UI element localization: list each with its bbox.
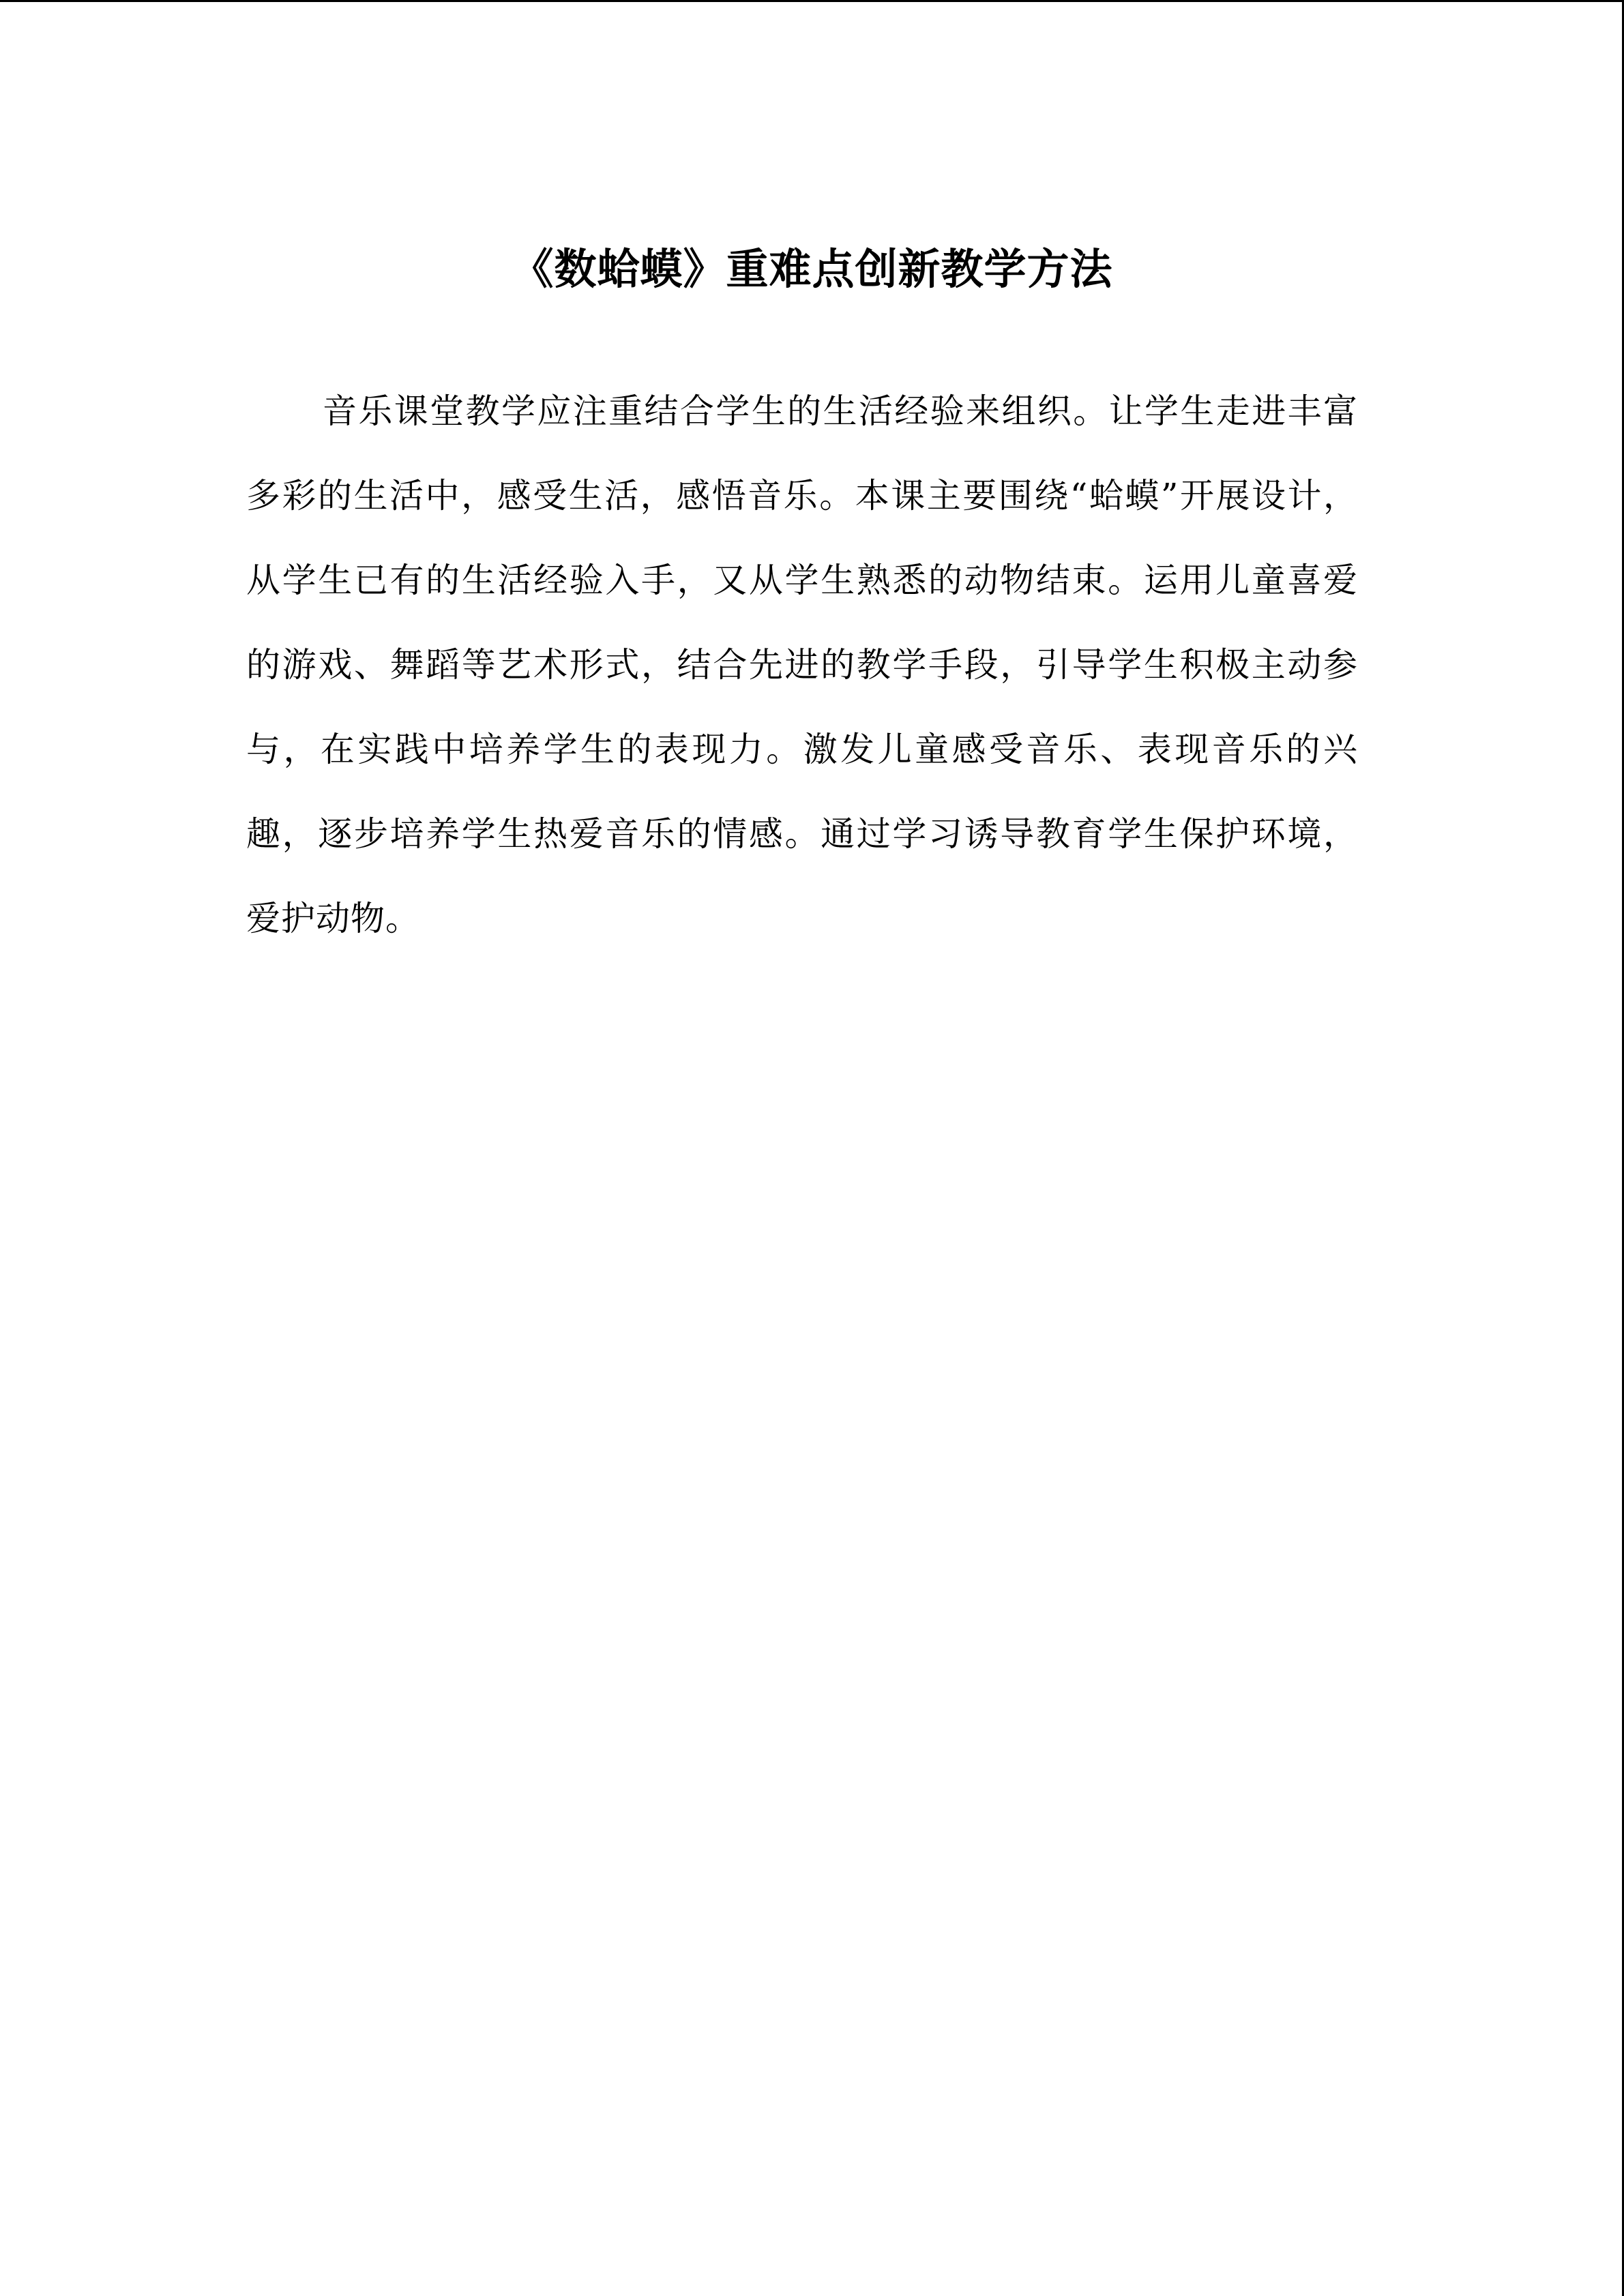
body-paragraph: 音乐课堂教学应注重结合学生的生活经验来组织。让学生走进丰富多彩的生活中，感受生活，感悟音乐。本课主要围绕“蛤蟆”开展设计，从学生已有的生活经验入手，又从学生熟悉的动物结束。运用儿童喜爱的游戏、舞蹈等艺术形式，结合先进的教学手段，引导学生积极主动参与，在实践中培养学生的表现力。激发儿童感受音乐、表现音乐的兴趣，逐步培养学生热爱音乐的情感。通过学习诱导教育学生保护环境，爱护动物。 xyxy=(246,391,1358,938)
document-title: 《数蛤蟆》重难点创新教学方法 xyxy=(511,243,1113,294)
